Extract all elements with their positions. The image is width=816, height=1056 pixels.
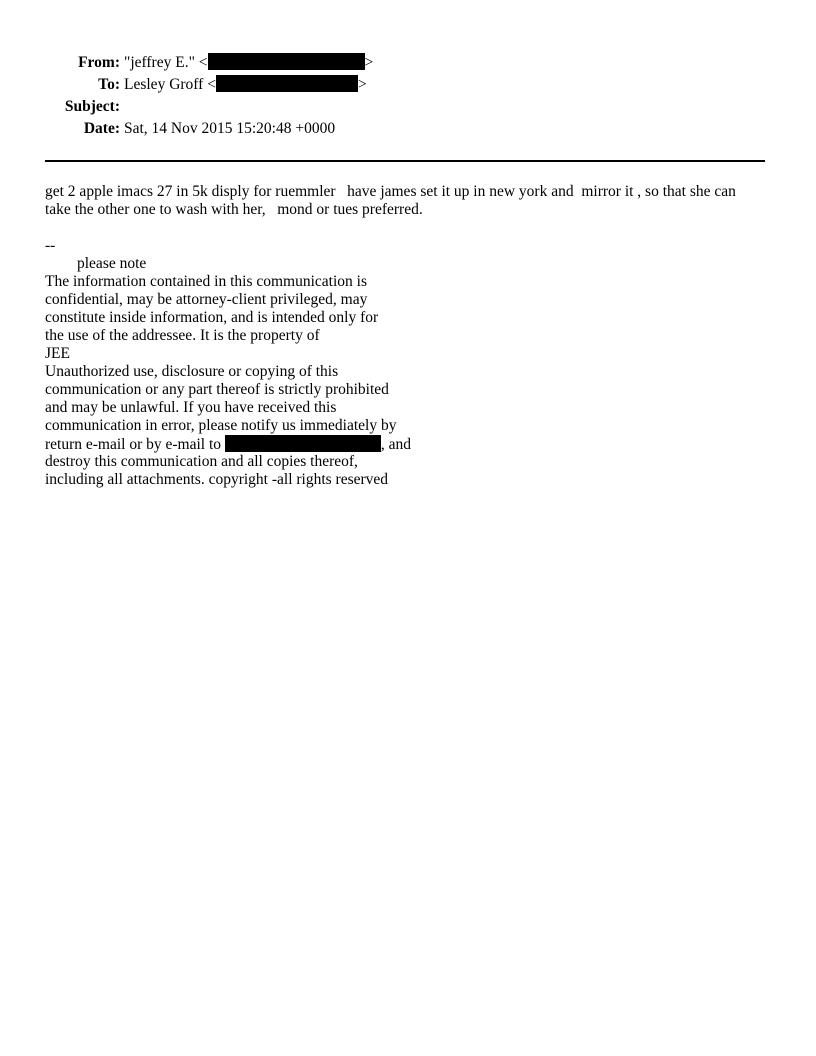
return-prefix: return e-mail or by e-mail to — [45, 436, 225, 453]
from-label: From: — [78, 54, 120, 71]
return-email-redaction — [225, 435, 381, 452]
disclaimer-line-7: communication or any part thereof is strictly prohibited — [45, 381, 389, 398]
disclaimer-line-2: confidential, may be attorney-client privileged, may — [45, 291, 368, 308]
message-body — [45, 183, 770, 489]
disclaimer-line-1: The information contained in this communication is — [45, 273, 367, 290]
from-close: > — [364, 54, 374, 71]
date-value: Sat, 14 Nov 2015 15:20:48 +0000 — [124, 120, 336, 137]
from-value — [124, 53, 373, 73]
disclaimer-line-6: Unauthorized use, disclosure or copying of this — [45, 363, 339, 380]
to-close: > — [357, 76, 367, 93]
subject-label: Subject: — [64, 98, 120, 115]
disclaimer-line-5: JEE — [45, 345, 70, 362]
return-suffix: , and — [380, 436, 412, 453]
return-email-line — [45, 435, 770, 453]
blank-line — [45, 219, 770, 237]
from-email-redaction — [208, 53, 365, 70]
disclaimer-line-8: and may be unlawful. If you have received this — [45, 399, 337, 416]
subject-row — [0, 97, 400, 117]
to-email-redaction — [216, 75, 358, 92]
date-label: Date: — [83, 120, 120, 137]
disclaimer-line-4: the use of the addressee. It is the property of — [45, 327, 320, 344]
from-name: "jeffrey E." < — [124, 54, 208, 71]
body-line-1: get 2 apple imacs 27 in 5k disply for ruemmler have james set it up in new york and mirror it , so that she can — [45, 183, 736, 200]
disclaimer-line-9: communication in error, please notify us immediately by — [45, 417, 397, 434]
closing-line-2: including all attachments. copyright -all rights reserved — [45, 471, 389, 488]
closing-line-1: destroy this communication and all copies thereof, — [45, 453, 358, 470]
disclaimer-line-3: constitute inside information, and is intended only for — [45, 309, 379, 326]
to-name: Lesley Groff < — [124, 76, 216, 93]
from-row — [0, 53, 400, 73]
signature-separator: -- — [45, 237, 56, 254]
header-divider — [45, 160, 765, 162]
to-row — [0, 75, 400, 95]
date-row — [0, 119, 400, 139]
to-label: To: — [98, 76, 120, 93]
please-note: please note — [77, 255, 147, 272]
to-value — [124, 75, 367, 95]
body-line-2: take the other one to wash with her, mond or tues preferred. — [45, 201, 423, 218]
